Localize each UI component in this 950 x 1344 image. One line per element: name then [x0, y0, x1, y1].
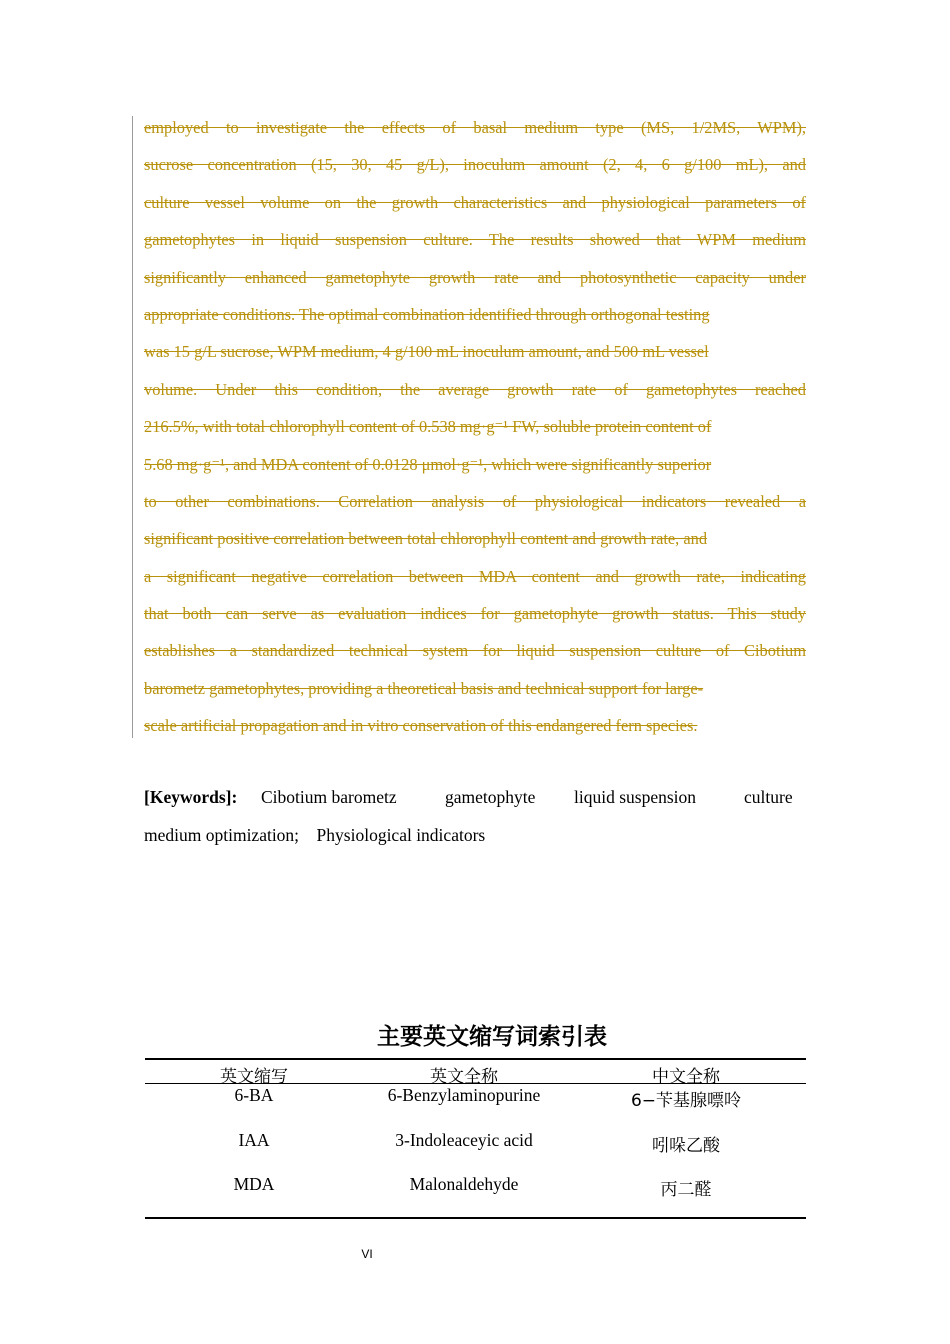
table-cell-abbrev: IAA — [238, 1130, 270, 1150]
table-cell-abbrev: 6-BA — [234, 1085, 274, 1105]
abstract-line: barometz gametophytes, providing a theoretical basis and technical support for large- — [144, 678, 704, 698]
keyword-item: Cibotium barometz — [261, 787, 397, 807]
keywords-paragraph — [144, 782, 806, 858]
abstract-line: significant positive correlation between total chlorophyll content and growth rate, and — [144, 529, 708, 549]
table-header-english: 英文全称 — [430, 1067, 498, 1087]
abstract-line: establishes a standardized technical system for liquid suspension culture of Cibotium — [144, 641, 806, 661]
abstract-line: scale artificial propagation and in vitro conservation of this endangered fern species. — [144, 716, 698, 736]
table-cell-chinese: 6−苄基腺嘌呤 — [630, 1091, 742, 1111]
abstract-line: that both can serve as evaluation indices for gametophyte growth status. This study — [144, 604, 806, 624]
keyword-item: gametophyte — [445, 787, 536, 807]
abstract-line: was 15 g/L sucrose, WPM medium, 4 g/100 mL inoculum amount, and 500 mL vessel — [144, 342, 709, 362]
table-top-rule — [145, 1058, 806, 1060]
abstract-line: gametophytes in liquid suspension culture. The results showed that WPM medium — [144, 230, 806, 250]
keywords-line-2: medium optimization; Physiological indicators — [144, 825, 486, 845]
table-title: 主要英文缩写词索引表 — [377, 1024, 607, 1050]
keyword-item: culture — [744, 787, 793, 807]
table-cell-english: 3-Indoleaceyic acid — [395, 1130, 533, 1150]
table-cell-english: Malonaldehyde — [409, 1174, 519, 1194]
table-cell-chinese: 丙二醛 — [660, 1180, 712, 1200]
abstract-line: 216.5%, with total chlorophyll content of 0.538 mg·g⁻¹ FW, soluble protein content of — [144, 417, 712, 437]
abstract-line: to other combinations. Correlation analysis of physiological indicators revealed a — [144, 491, 806, 511]
abstract-line: employed to investigate the effects of basal medium type (MS, 1/2MS, WPM), — [144, 118, 806, 137]
page-number: VI — [361, 1247, 373, 1261]
abstract-line: sucrose concentration (15, 30, 45 g/L), inoculum amount (2, 4, 6 g/100 mL), and — [144, 155, 806, 175]
table-header-abbrev: 英文缩写 — [220, 1067, 288, 1087]
table-cell-english: 6-Benzylaminopurine — [387, 1085, 541, 1105]
abstract-line: culture vessel volume on the growth characteristics and physiological parameters of — [144, 192, 806, 212]
table-bottom-rule — [145, 1217, 806, 1219]
keyword-item: liquid suspension — [574, 787, 697, 807]
keywords-line-1 — [144, 782, 806, 820]
abstract-line: 5.68 mg·g⁻¹, and MDA content of 0.0128 μmol·g⁻¹, which were significantly superior — [144, 454, 712, 474]
abstract-line: volume. Under this condition, the average growth rate of gametophytes reached — [144, 379, 806, 399]
table-header-chinese: 中文全称 — [652, 1067, 720, 1087]
revision-change-bar — [132, 116, 133, 738]
abstract-line: appropriate conditions. The optimal combination identified through orthogonal testing — [144, 304, 710, 324]
abstract-line: significantly enhanced gametophyte growth rate and photosynthetic capacity under — [144, 267, 806, 287]
abstract-line: a significant negative correlation between MDA content and growth rate, indicating — [144, 566, 806, 586]
table-cell-abbrev: MDA — [233, 1174, 275, 1194]
abstract-deleted-text — [144, 114, 806, 750]
table-cell-chinese: 吲哚乙酸 — [652, 1136, 720, 1156]
keywords-label: [Keywords]: — [144, 787, 238, 807]
